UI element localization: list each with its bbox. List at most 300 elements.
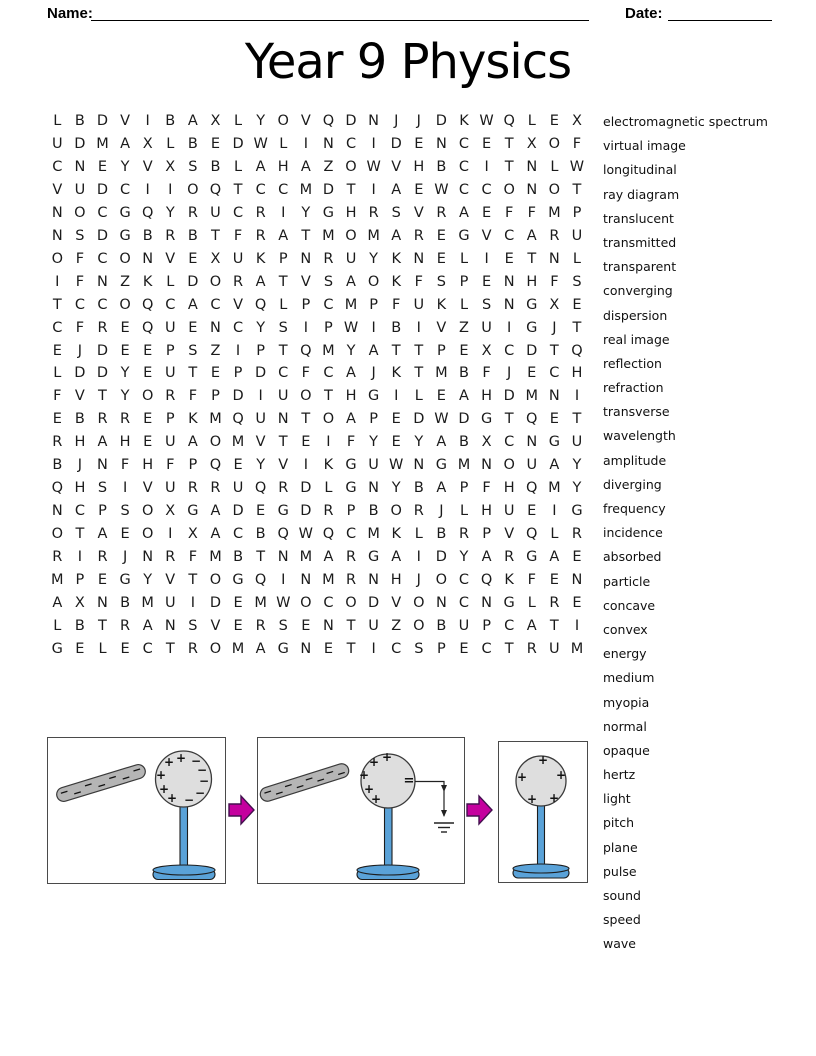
word-search-letter: Q	[322, 526, 335, 543]
word-search-letter: J	[394, 113, 399, 129]
word-search-letter: U	[210, 204, 221, 221]
minus-charge-symbol: −	[293, 778, 307, 795]
word-search-letter: L	[234, 113, 243, 129]
word-search-letter: G	[345, 457, 357, 474]
word-search-letter: Y	[414, 434, 424, 451]
word-search-letter: A	[549, 457, 560, 474]
word-search-letter: Z	[459, 319, 469, 336]
word-search-letter: F	[505, 204, 514, 221]
word-search-letter: I	[371, 135, 376, 152]
word-list-item: absorbed	[603, 549, 662, 565]
word-search-letter: V	[300, 273, 311, 290]
word-list-item: transparent	[603, 259, 677, 275]
word-search-letter: R	[233, 273, 244, 290]
electroscope-stand	[538, 804, 545, 872]
word-search-row	[46, 225, 588, 248]
word-search-letter: T	[256, 549, 266, 566]
word-search-letter: A	[346, 273, 356, 290]
word-search-letter: R	[255, 617, 266, 634]
word-search-letter: T	[414, 365, 424, 382]
word-search-letter: O	[548, 181, 561, 198]
plus-charge-symbol: +	[548, 791, 560, 805]
plus-charge-symbol: +	[158, 782, 170, 796]
word-search-letter: I	[303, 319, 308, 336]
word-list-item: transverse	[603, 404, 670, 420]
minus-charge-symbol: −	[194, 786, 206, 800]
word-search-letter: Q	[141, 319, 154, 336]
plus-charge-symbol: +	[166, 791, 178, 805]
word-search-letter: N	[413, 250, 425, 267]
word-search-letter: L	[166, 273, 175, 290]
word-search-letter: R	[187, 640, 198, 657]
word-list-item: translucent	[603, 210, 674, 226]
word-search-letter: G	[435, 457, 448, 474]
word-search-letter: R	[549, 595, 560, 612]
word-search-letter: O	[187, 181, 199, 198]
word-search-letter: P	[437, 342, 446, 359]
word-search-letter: P	[256, 342, 266, 359]
word-search-letter: N	[503, 273, 515, 290]
word-search-letter: O	[277, 113, 289, 129]
word-search-letter: Q	[51, 480, 63, 497]
word-search-letter: P	[75, 572, 85, 589]
word-search-letter: K	[188, 411, 198, 428]
word-search-letter: A	[549, 549, 560, 566]
word-search-letter: A	[187, 434, 198, 451]
word-search-letter: A	[210, 526, 221, 543]
word-list-item: ray diagram	[603, 186, 680, 202]
word-search-letter: R	[255, 227, 266, 244]
word-search-letter: L	[53, 617, 62, 634]
word-search-letter: D	[413, 411, 425, 428]
word-search-letter: E	[233, 595, 243, 612]
word-search-letter: E	[527, 365, 537, 382]
word-search-letter: E	[301, 617, 311, 634]
word-search-letter: V	[165, 250, 176, 267]
word-search-letter: O	[548, 135, 561, 152]
word-search-letter: C	[255, 181, 266, 198]
word-search-letter: M	[344, 296, 358, 313]
word-search-letter: B	[120, 595, 131, 612]
word-search-letter: C	[458, 135, 470, 152]
header	[47, 5, 772, 25]
word-search-letter: N	[142, 549, 154, 566]
word-search-letter: A	[187, 113, 198, 129]
word-search-row	[46, 179, 588, 202]
word-search-letter: M	[570, 640, 584, 657]
word-search-letter: E	[481, 273, 492, 290]
step-arrow-icon	[228, 793, 255, 827]
word-search-row	[46, 271, 588, 294]
word-search-letter: B	[368, 503, 379, 520]
word-search-letter: V	[391, 595, 402, 612]
word-search-letter: F	[414, 273, 423, 290]
word-search-letter: N	[368, 113, 380, 129]
word-search-letter: G	[571, 503, 583, 520]
word-search-letter: D	[368, 595, 380, 612]
word-search-letter: U	[277, 388, 289, 405]
word-search-letter: C	[549, 365, 560, 382]
word-search-letter: G	[187, 503, 199, 520]
word-search-letter: O	[413, 595, 425, 612]
word-list-item: virtual image	[603, 138, 686, 154]
word-search-letter: D	[300, 480, 312, 497]
word-list-item: converging	[603, 283, 673, 299]
word-search-letter: U	[571, 227, 583, 244]
plus-charge-symbol: +	[370, 792, 382, 806]
word-search-letter: N	[74, 158, 86, 175]
word-search-letter: U	[51, 135, 63, 152]
word-search-letter: K	[391, 526, 401, 543]
word-search-letter: K	[255, 250, 266, 267]
word-search-letter: P	[324, 319, 333, 336]
word-search-letter: K	[459, 113, 469, 129]
minus-charge-symbol: −	[198, 774, 210, 788]
word-list-item: energy	[603, 646, 647, 662]
word-search-letter: X	[481, 434, 492, 451]
word-search-letter: I	[122, 480, 128, 497]
word-search-letter: L	[98, 640, 107, 657]
word-search-letter: R	[210, 480, 221, 497]
word-search-letter: U	[164, 480, 176, 497]
word-search-letter: E	[256, 503, 266, 520]
earth-wire	[415, 782, 444, 817]
word-search-letter: Y	[459, 549, 469, 566]
word-search-letter: P	[369, 296, 378, 313]
word-search-letter: M	[299, 181, 313, 198]
word-search-letter: J	[77, 342, 83, 359]
word-search-letter: A	[120, 135, 131, 152]
word-search-letter: A	[459, 204, 469, 221]
word-search-letter: B	[52, 457, 63, 474]
word-search-letter: D	[503, 388, 515, 405]
word-search-letter: G	[526, 549, 538, 566]
plus-charge-symbol: +	[368, 755, 380, 769]
word-search-letter: A	[52, 595, 63, 612]
word-search-letter: T	[549, 617, 559, 634]
word-list-item: opaque	[603, 742, 650, 758]
word-search-letter: B	[233, 549, 244, 566]
electroscope-panel-3	[498, 741, 588, 883]
word-search-letter: X	[210, 113, 221, 129]
word-search-letter: D	[232, 503, 244, 520]
word-list-item: particle	[603, 573, 651, 589]
word-search-letter: P	[369, 411, 378, 428]
electroscope-panel-1	[47, 737, 226, 884]
word-search-letter: E	[459, 342, 469, 359]
word-search-letter: E	[504, 250, 514, 267]
word-search-letter: T	[504, 158, 514, 175]
word-search-letter: A	[278, 227, 289, 244]
word-search-letter: T	[98, 617, 107, 634]
word-search-letter: O	[300, 388, 312, 405]
word-search-letter: M	[209, 549, 222, 566]
minus-charge-symbol: −	[261, 784, 275, 800]
word-search-letter: T	[278, 342, 288, 359]
word-search-letter: I	[371, 181, 376, 198]
word-search-letter: Q	[526, 480, 538, 497]
word-search-letter: M	[548, 204, 561, 221]
word-search-letter: A	[368, 342, 379, 359]
word-search-letter: E	[301, 434, 311, 451]
word-search-letter: N	[97, 457, 108, 474]
word-search-letter: C	[278, 181, 289, 198]
word-search-letter: J	[507, 365, 512, 382]
word-search-letter: N	[51, 503, 63, 520]
word-search-letter: T	[504, 411, 514, 428]
word-search-letter: R	[436, 204, 447, 221]
word-search-letter: L	[550, 158, 559, 175]
word-search-letter: O	[209, 273, 222, 290]
word-search-letter: F	[572, 135, 582, 152]
word-search-letter: T	[346, 640, 356, 657]
word-search-letter: Y	[301, 204, 311, 221]
word-search-letter: H	[119, 434, 131, 451]
word-search-letter: N	[300, 250, 312, 267]
word-search-row	[46, 431, 588, 454]
word-search-letter: E	[549, 572, 559, 589]
word-search-letter: V	[255, 434, 266, 451]
minus-charge-symbol: −	[335, 765, 348, 782]
word-search-letter: P	[188, 457, 198, 474]
word-search-letter: P	[459, 273, 469, 290]
word-search-letter: R	[120, 617, 131, 634]
word-search-letter: C	[97, 204, 108, 221]
minus-charge-symbol: −	[183, 793, 195, 807]
word-search-letter: Y	[572, 480, 582, 497]
word-search-letter: T	[323, 388, 333, 405]
word-search-letter: L	[414, 526, 423, 543]
word-search-letter: H	[413, 158, 425, 175]
word-search-letter: L	[459, 503, 469, 520]
word-search-row	[46, 362, 588, 385]
word-search-row	[46, 202, 588, 225]
word-search-letter: N	[51, 204, 63, 221]
word-search-letter: F	[53, 388, 62, 405]
word-search-letter: P	[482, 617, 491, 634]
word-search-letter: N	[51, 227, 63, 244]
word-search-grid	[46, 110, 588, 661]
word-search-letter: T	[527, 250, 537, 267]
word-search-letter: N	[277, 549, 289, 566]
word-search-letter: O	[345, 158, 357, 175]
word-search-letter: R	[549, 227, 560, 244]
word-search-letter: G	[367, 549, 380, 566]
word-search-letter: V	[278, 457, 289, 474]
word-search-letter: U	[164, 595, 176, 612]
word-search-letter: O	[51, 250, 63, 267]
word-search-letter: E	[572, 296, 582, 313]
word-search-letter: E	[481, 204, 492, 221]
electroscope-diagram-1	[48, 738, 225, 883]
word-search-letter: B	[74, 617, 85, 634]
word-search-letter: U	[368, 457, 379, 474]
word-search-letter: H	[503, 480, 515, 497]
word-search-letter: L	[53, 113, 62, 129]
word-search-letter: X	[571, 113, 582, 129]
word-search-row	[46, 569, 588, 592]
word-search-letter: W	[479, 113, 494, 129]
word-search-letter: G	[51, 640, 63, 657]
word-search-letter: U	[413, 296, 425, 313]
word-search-letter: E	[436, 250, 446, 267]
word-search-letter: M	[254, 595, 267, 612]
word-search-letter: F	[392, 296, 401, 313]
word-list-item: longitudinal	[603, 162, 677, 178]
word-search-letter: W	[366, 158, 381, 175]
word-search-letter: N	[503, 296, 515, 313]
word-search-letter: R	[187, 480, 198, 497]
word-search-letter: P	[346, 503, 356, 520]
word-list-item: diverging	[603, 476, 662, 492]
word-search-letter: A	[300, 158, 311, 175]
minus-charge-symbol: −	[57, 784, 71, 800]
word-search-letter: Q	[322, 113, 335, 129]
word-search-letter: N	[435, 595, 447, 612]
word-search-letter: M	[231, 434, 245, 451]
word-search-letter: C	[504, 227, 515, 244]
word-search-letter: R	[413, 503, 424, 520]
word-search-letter: F	[482, 365, 491, 382]
word-search-letter: R	[278, 480, 289, 497]
word-search-letter: L	[459, 296, 469, 313]
word-search-letter: W	[343, 319, 359, 336]
minus-charge-symbol: −	[71, 785, 84, 801]
word-search-letter: N	[413, 457, 425, 474]
word-search-letter: V	[436, 319, 447, 336]
word-search-letter: M	[525, 388, 539, 405]
word-search-letter: Q	[300, 342, 312, 359]
electroscope-panel-2	[257, 737, 465, 884]
word-search-letter: K	[436, 296, 447, 313]
word-search-letter: R	[345, 572, 357, 589]
word-search-letter: X	[210, 250, 221, 267]
word-search-letter: E	[459, 640, 469, 657]
word-list-item: transmitted	[603, 234, 677, 250]
word-search-letter: O	[503, 181, 515, 198]
word-search-row	[46, 546, 588, 569]
word-search-letter: I	[371, 319, 376, 336]
word-search-letter: T	[188, 572, 198, 589]
word-search-letter: M	[367, 227, 380, 244]
word-search-letter: X	[165, 158, 176, 175]
word-search-letter: J	[416, 113, 421, 129]
word-search-letter: D	[232, 388, 244, 405]
word-list-item: electromagnetic spectrum	[603, 114, 768, 129]
word-search-letter: F	[75, 250, 85, 267]
word-search-letter: H	[345, 204, 357, 221]
word-search-letter: U	[571, 434, 583, 451]
word-search-row	[46, 317, 588, 340]
word-search-letter: H	[74, 434, 86, 451]
word-list-item: pitch	[603, 815, 635, 831]
word-search-letter: M	[322, 227, 335, 244]
word-search-letter: P	[437, 640, 446, 657]
word-search-letter: N	[368, 572, 380, 589]
word-search-letter: M	[435, 365, 448, 382]
word-search-letter: C	[345, 526, 357, 543]
plus-charge-symbol: +	[381, 750, 393, 764]
word-search-letter: U	[345, 250, 357, 267]
word-search-letter: S	[278, 319, 288, 336]
word-search-letter: C	[232, 319, 244, 336]
word-search-letter: O	[345, 227, 357, 244]
word-search-letter: V	[74, 388, 85, 405]
plus-charge-symbol: +	[358, 768, 370, 782]
word-list-item: incidence	[603, 525, 663, 541]
electron-flow-arrow	[441, 785, 447, 792]
word-search-letter: B	[436, 617, 447, 634]
word-search-letter: E	[120, 640, 130, 657]
name-label: Name:	[47, 5, 93, 22]
word-search-letter: Y	[572, 457, 582, 474]
word-search-letter: I	[281, 204, 286, 221]
word-search-letter: P	[278, 250, 288, 267]
word-search-letter: N	[548, 388, 560, 405]
word-search-letter: B	[142, 227, 153, 244]
word-list-item: medium	[603, 670, 655, 686]
word-search-letter: E	[97, 158, 108, 175]
word-search-letter: G	[503, 595, 515, 612]
word-search-row	[46, 615, 588, 638]
word-search-letter: U	[232, 480, 244, 497]
word-search-letter: T	[504, 640, 514, 657]
word-search-letter: C	[323, 365, 334, 382]
word-search-letter: B	[187, 135, 198, 152]
word-search-letter: T	[572, 411, 582, 428]
word-search-letter: V	[233, 296, 243, 313]
word-search-letter: O	[119, 250, 131, 267]
word-search-letter: T	[346, 617, 356, 634]
word-search-letter: A	[481, 549, 492, 566]
word-search-letter: P	[98, 503, 107, 520]
word-search-letter: X	[74, 595, 85, 612]
word-search-letter: T	[233, 181, 243, 198]
word-search-letter: U	[232, 250, 244, 267]
word-search-letter: B	[165, 113, 176, 129]
word-search-letter: G	[277, 640, 289, 657]
word-search-letter: S	[436, 273, 446, 290]
word-search-letter: L	[279, 135, 288, 152]
word-search-letter: I	[574, 617, 580, 634]
word-search-letter: E	[414, 135, 424, 152]
word-search-letter: E	[52, 342, 62, 359]
electroscope-base-top	[357, 865, 419, 875]
word-search-letter: D	[435, 549, 447, 566]
word-search-letter: O	[74, 204, 86, 221]
word-search-letter: N	[210, 319, 221, 336]
word-search-letter: K	[391, 250, 401, 267]
word-search-letter: T	[549, 342, 559, 359]
word-search-letter: I	[190, 595, 195, 612]
word-search-letter: I	[145, 113, 150, 129]
word-search-letter: E	[120, 319, 130, 336]
word-search-letter: I	[552, 503, 557, 520]
word-search-letter: K	[323, 457, 334, 474]
earth-ground-icon	[434, 823, 454, 832]
word-search-letter: N	[435, 135, 447, 152]
word-search-letter: G	[548, 434, 560, 451]
word-search-letter: A	[346, 365, 356, 382]
word-search-row	[46, 340, 588, 363]
word-search-letter: O	[141, 503, 154, 520]
word-search-letter: T	[414, 342, 424, 359]
word-search-letter: H	[571, 365, 583, 382]
word-search-letter: W	[276, 595, 291, 612]
word-search-letter: G	[322, 204, 335, 221]
word-search-letter: F	[188, 388, 198, 405]
word-search-letter: E	[436, 388, 446, 405]
